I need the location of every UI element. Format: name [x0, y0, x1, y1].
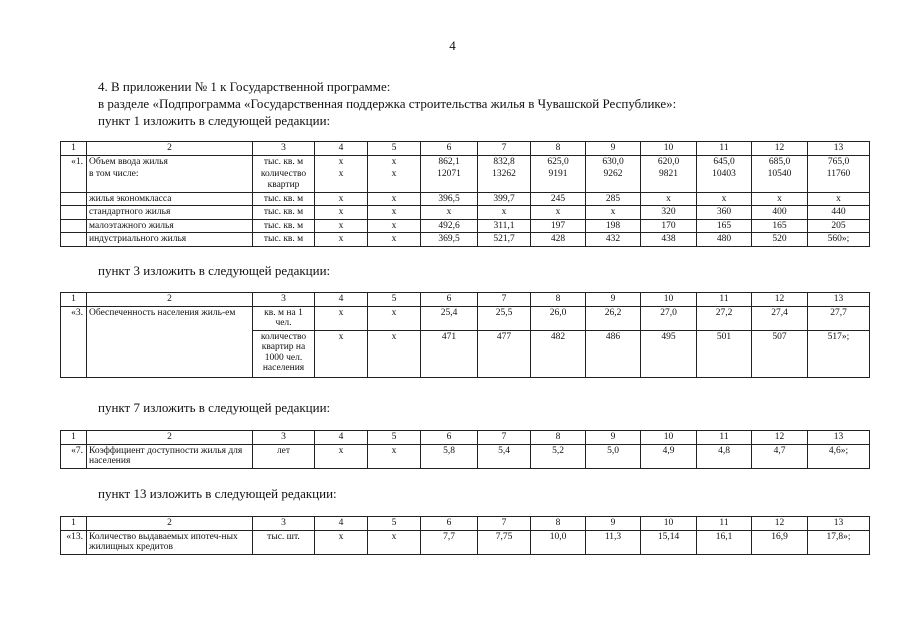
table-cell	[61, 192, 87, 206]
table-cell: 560»;	[808, 233, 870, 247]
intro-line-3: пункт 1 изложить в следующей редакции:	[98, 113, 331, 128]
header-cell: 11	[697, 431, 752, 445]
table-cell: х	[752, 192, 808, 206]
table-cell: в том числе:	[87, 168, 253, 192]
table-cell: х	[368, 168, 421, 192]
table-cell: 165	[752, 219, 808, 233]
table-cell: 521,7	[478, 233, 531, 247]
page-number: 4	[449, 38, 456, 53]
table-point-7	[60, 430, 870, 469]
header-cell: 8	[531, 431, 586, 445]
table-cell: х	[315, 530, 368, 554]
table-cell: х	[368, 192, 421, 206]
table-cell: 13262	[478, 168, 531, 192]
table-cell: 620,0	[641, 155, 697, 168]
header-cell: 5	[368, 142, 421, 156]
table-cell: 832,8	[478, 155, 531, 168]
table-row	[61, 306, 870, 330]
table-cell: х	[368, 233, 421, 247]
table-cell: малоэтажного жилья	[87, 219, 253, 233]
table-cell: х	[315, 330, 368, 377]
table-cell: 501	[697, 330, 752, 377]
table-cell: х	[315, 206, 368, 220]
heading-point-3: пункт 3 изложить в следующей редакции:	[98, 263, 331, 278]
table-header-row	[61, 142, 870, 156]
table-cell: тыс. шт.	[253, 530, 315, 554]
table-cell: 492,6	[421, 219, 478, 233]
table-cell: 477	[478, 330, 531, 377]
table-cell: лет	[253, 444, 315, 468]
header-cell: 11	[697, 293, 752, 307]
table-cell: 7,75	[478, 530, 531, 554]
table-cell: Коэффициент доступности жилья для населения	[87, 444, 253, 468]
table-row	[61, 530, 870, 554]
table-cell	[61, 219, 87, 233]
table-cell: 245	[531, 192, 586, 206]
table-cell: 400	[752, 206, 808, 220]
table-cell: 399,7	[478, 192, 531, 206]
table-cell: 16,1	[697, 530, 752, 554]
table-cell: 12071	[421, 168, 478, 192]
header-cell: 10	[641, 142, 697, 156]
table-point-1	[60, 141, 870, 247]
table-cell: 11760	[808, 168, 870, 192]
table-cell: х	[315, 155, 368, 168]
header-cell: 9	[586, 293, 641, 307]
table-header-row	[61, 293, 870, 307]
table-cell: 4,7	[752, 444, 808, 468]
header-cell: 8	[531, 517, 586, 531]
table-cell: жилья экономкласса	[87, 192, 253, 206]
table-cell: стандартного жилья	[87, 206, 253, 220]
table-cell: х	[421, 206, 478, 220]
table-cell: х	[368, 330, 421, 377]
header-cell: 3	[253, 293, 315, 307]
header-cell: 3	[253, 517, 315, 531]
header-cell: 2	[87, 293, 253, 307]
header-cell: 1	[61, 431, 87, 445]
table-cell: х	[315, 168, 368, 192]
table-cell: «13.	[61, 530, 87, 554]
table-cell: х	[368, 219, 421, 233]
intro-line-1: 4. В приложении № 1 к Государственной программе:	[98, 79, 391, 94]
table-cell: х	[697, 192, 752, 206]
table-cell: 440	[808, 206, 870, 220]
header-cell: 8	[531, 293, 586, 307]
header-cell: 1	[61, 517, 87, 531]
header-cell: 4	[315, 142, 368, 156]
table-row	[61, 330, 870, 377]
table-row	[61, 219, 870, 233]
table-cell: 765,0	[808, 155, 870, 168]
table-cell: х	[368, 206, 421, 220]
table-cell: количество квартир на 1000 чел. населения	[253, 330, 315, 377]
table-cell: тыс. кв. м	[253, 206, 315, 220]
header-cell: 6	[421, 431, 478, 445]
table-row	[61, 168, 870, 192]
header-cell: 2	[87, 517, 253, 531]
table-cell: 27,4	[752, 306, 808, 330]
header-cell: 5	[368, 431, 421, 445]
header-cell: 9	[586, 142, 641, 156]
header-cell: 9	[586, 431, 641, 445]
table-cell: х	[315, 444, 368, 468]
header-cell: 3	[253, 431, 315, 445]
table-row	[61, 233, 870, 247]
table-cell: «1.	[61, 155, 87, 168]
table-cell: 520	[752, 233, 808, 247]
table-cell: 9191	[531, 168, 586, 192]
header-cell: 3	[253, 142, 315, 156]
header-cell: 6	[421, 293, 478, 307]
table-cell: 4,8	[697, 444, 752, 468]
table-cell: 507	[752, 330, 808, 377]
table-cell: 16,9	[752, 530, 808, 554]
header-cell: 12	[752, 293, 808, 307]
header-cell: 4	[315, 293, 368, 307]
header-cell: 6	[421, 142, 478, 156]
header-cell: 11	[697, 142, 752, 156]
table-cell: «7.	[61, 444, 87, 468]
table-cell: 428	[531, 233, 586, 247]
table-cell: 9821	[641, 168, 697, 192]
table-cell: 5,4	[478, 444, 531, 468]
table-cell: 10403	[697, 168, 752, 192]
table-cell: 625,0	[531, 155, 586, 168]
header-cell: 13	[808, 431, 870, 445]
table-cell: 7,7	[421, 530, 478, 554]
header-cell: 13	[808, 142, 870, 156]
table-cell: индустриального жилья	[87, 233, 253, 247]
table-cell: 198	[586, 219, 641, 233]
table-cell: 495	[641, 330, 697, 377]
header-cell: 10	[641, 517, 697, 531]
table-cell: 27,2	[697, 306, 752, 330]
table-cell: Объем ввода жилья	[87, 155, 253, 168]
table-cell: 486	[586, 330, 641, 377]
table-cell: х	[808, 192, 870, 206]
table-cell: 432	[586, 233, 641, 247]
header-cell: 7	[478, 431, 531, 445]
table-cell: тыс. кв. м	[253, 219, 315, 233]
table-point-3	[60, 292, 870, 378]
table-cell: 471	[421, 330, 478, 377]
table-header-row	[61, 517, 870, 531]
header-cell: 1	[61, 142, 87, 156]
table-cell: тыс. кв. м	[253, 192, 315, 206]
table-header-row	[61, 431, 870, 445]
table-cell	[61, 233, 87, 247]
table-cell	[61, 330, 87, 377]
header-cell: 13	[808, 517, 870, 531]
table-cell: 645,0	[697, 155, 752, 168]
header-cell: 7	[478, 517, 531, 531]
table-cell: 480	[697, 233, 752, 247]
table-cell: х	[315, 306, 368, 330]
table-cell: 170	[641, 219, 697, 233]
table-cell: 165	[697, 219, 752, 233]
table-cell: 25,5	[478, 306, 531, 330]
table-cell: х	[315, 219, 368, 233]
table-cell: 197	[531, 219, 586, 233]
table-cell: 396,5	[421, 192, 478, 206]
table-point-13	[60, 516, 870, 555]
table-cell: х	[315, 192, 368, 206]
table-cell: 15,14	[641, 530, 697, 554]
table-cell: 311,1	[478, 219, 531, 233]
table-cell	[61, 168, 87, 192]
table-cell: 482	[531, 330, 586, 377]
table-cell: 438	[641, 233, 697, 247]
header-cell: 12	[752, 517, 808, 531]
header-cell: 9	[586, 517, 641, 531]
table-row	[61, 206, 870, 220]
table-cell: 10,0	[531, 530, 586, 554]
table-cell: 285	[586, 192, 641, 206]
header-cell: 12	[752, 142, 808, 156]
table-cell: тыс. кв. м	[253, 155, 315, 168]
table-cell: 5,0	[586, 444, 641, 468]
table-cell: 862,1	[421, 155, 478, 168]
intro-block	[98, 78, 676, 129]
table-cell: 320	[641, 206, 697, 220]
table-cell: 11,3	[586, 530, 641, 554]
table-cell: х	[368, 530, 421, 554]
table-row	[61, 192, 870, 206]
table-cell: х	[315, 233, 368, 247]
table-cell: 10540	[752, 168, 808, 192]
table-cell: кв. м на 1 чел.	[253, 306, 315, 330]
table-cell: Обеспеченность населения жиль-ем	[87, 306, 253, 330]
table-cell: х	[368, 306, 421, 330]
table-cell: 5,2	[531, 444, 586, 468]
table-cell: х	[478, 206, 531, 220]
table-cell: 25,4	[421, 306, 478, 330]
header-cell: 2	[87, 431, 253, 445]
header-cell: 5	[368, 517, 421, 531]
table-cell: х	[368, 444, 421, 468]
table-cell: 517»;	[808, 330, 870, 377]
table-cell: 17,8»;	[808, 530, 870, 554]
table-cell: 685,0	[752, 155, 808, 168]
intro-line-2: в разделе «Подпрограмма «Государственная поддержка строительства жилья в Чувашской Республике»:	[98, 96, 677, 111]
table-cell: 360	[697, 206, 752, 220]
header-cell: 7	[478, 142, 531, 156]
header-cell: 4	[315, 517, 368, 531]
header-cell: 10	[641, 431, 697, 445]
table-cell: 5,8	[421, 444, 478, 468]
table-cell	[87, 330, 253, 377]
table-cell: 4,9	[641, 444, 697, 468]
table-cell: 369,5	[421, 233, 478, 247]
table-cell: х	[531, 206, 586, 220]
table-row	[61, 444, 870, 468]
header-cell: 2	[87, 142, 253, 156]
table-cell: 27,0	[641, 306, 697, 330]
header-cell: 1	[61, 293, 87, 307]
table-cell: Количество выдаваемых ипотеч-ных жилищных кредитов	[87, 530, 253, 554]
table-cell: х	[586, 206, 641, 220]
header-cell: 5	[368, 293, 421, 307]
header-cell: 8	[531, 142, 586, 156]
table-cell: х	[641, 192, 697, 206]
table-cell: 4,6»;	[808, 444, 870, 468]
header-cell: 10	[641, 293, 697, 307]
table-cell: количество квартир	[253, 168, 315, 192]
header-cell: 11	[697, 517, 752, 531]
table-cell	[61, 206, 87, 220]
header-cell: 6	[421, 517, 478, 531]
table-cell: 630,0	[586, 155, 641, 168]
heading-point-7: пункт 7 изложить в следующей редакции:	[98, 400, 331, 415]
table-cell: 27,7	[808, 306, 870, 330]
heading-point-13: пункт 13 изложить в следующей редакции:	[98, 486, 337, 501]
table-row	[61, 155, 870, 168]
header-cell: 13	[808, 293, 870, 307]
table-cell: 26,0	[531, 306, 586, 330]
header-cell: 12	[752, 431, 808, 445]
table-cell: 26,2	[586, 306, 641, 330]
table-cell: «3.	[61, 306, 87, 330]
table-cell: 9262	[586, 168, 641, 192]
table-cell: х	[368, 155, 421, 168]
table-cell: 205	[808, 219, 870, 233]
header-cell: 4	[315, 431, 368, 445]
header-cell: 7	[478, 293, 531, 307]
table-cell: тыс. кв. м	[253, 233, 315, 247]
